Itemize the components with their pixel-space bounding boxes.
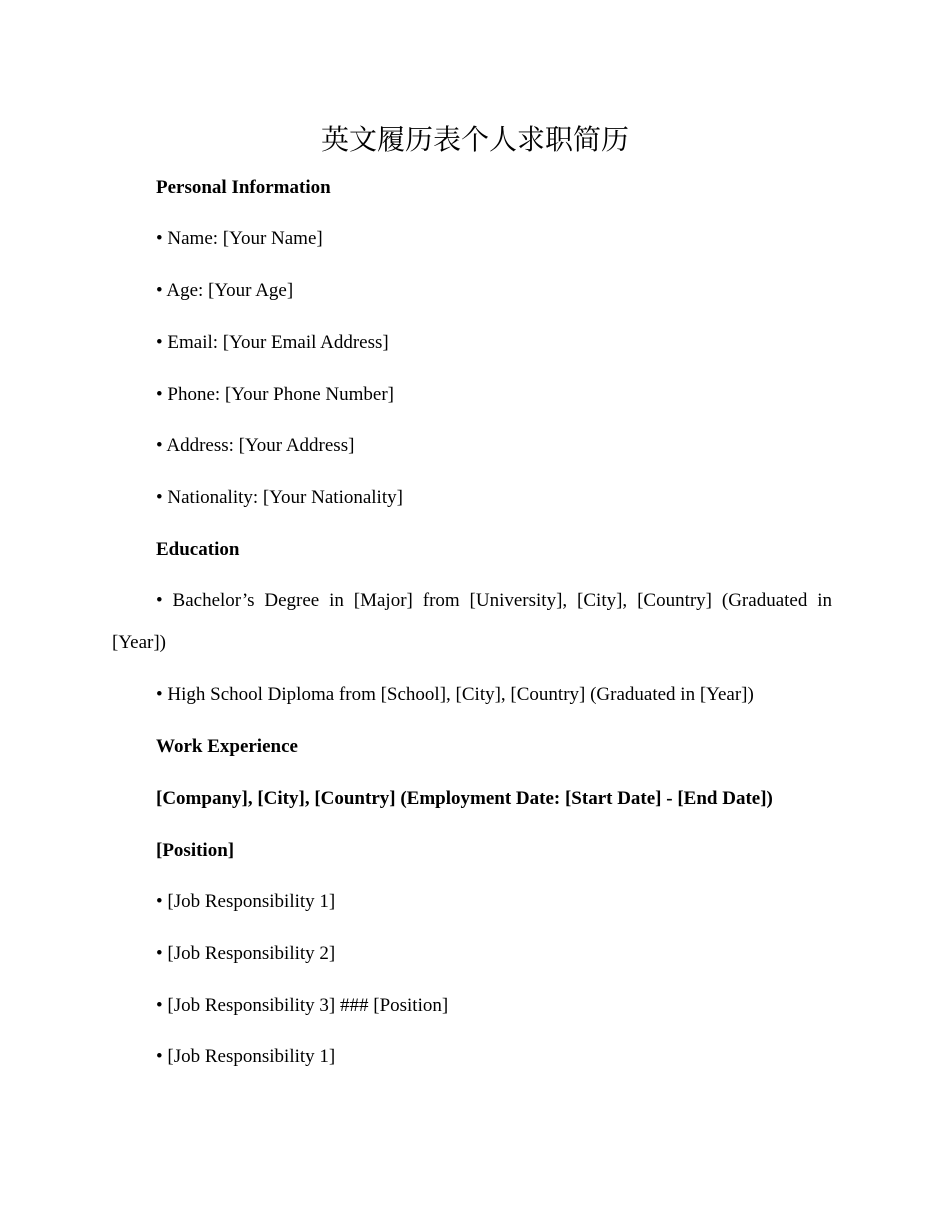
document-title: 英文履历表个人求职简历 [320, 123, 629, 156]
personal-item-age: • Age: [Your Age] [156, 280, 294, 301]
work-item-responsibility-3: • [Job Responsibility 3] ### [Position] [156, 995, 449, 1016]
work-position: [Position] [156, 840, 235, 861]
personal-item-email: • Email: [Your Email Address] [156, 332, 389, 353]
section-heading-education: Education [156, 539, 240, 560]
education-item-bachelor: • Bachelor’s Degree in [Major] from [University], [City], [Country] (Graduated in [Year]) [112, 590, 832, 653]
personal-item-phone: • Phone: [Your Phone Number] [156, 384, 394, 405]
personal-item-address: • Address: [Your Address] [156, 435, 355, 456]
section-heading-personal-information: Personal Information [156, 177, 331, 198]
work-item-responsibility-4: • [Job Responsibility 1] [156, 1046, 336, 1067]
education-item-high-school: • High School Diploma from [School], [City], [Country] (Graduated in [Year]) [156, 684, 754, 705]
work-company-line: [Company], [City], [Country] (Employment Date: [Start Date] - [End Date]) [156, 788, 773, 809]
section-heading-work-experience: Work Experience [156, 736, 298, 757]
personal-item-nationality: • Nationality: [Your Nationality] [156, 487, 403, 508]
work-item-responsibility-1: • [Job Responsibility 1] [156, 891, 336, 912]
work-item-responsibility-2: • [Job Responsibility 2] [156, 943, 336, 964]
personal-item-name: • Name: [Your Name] [156, 228, 323, 249]
